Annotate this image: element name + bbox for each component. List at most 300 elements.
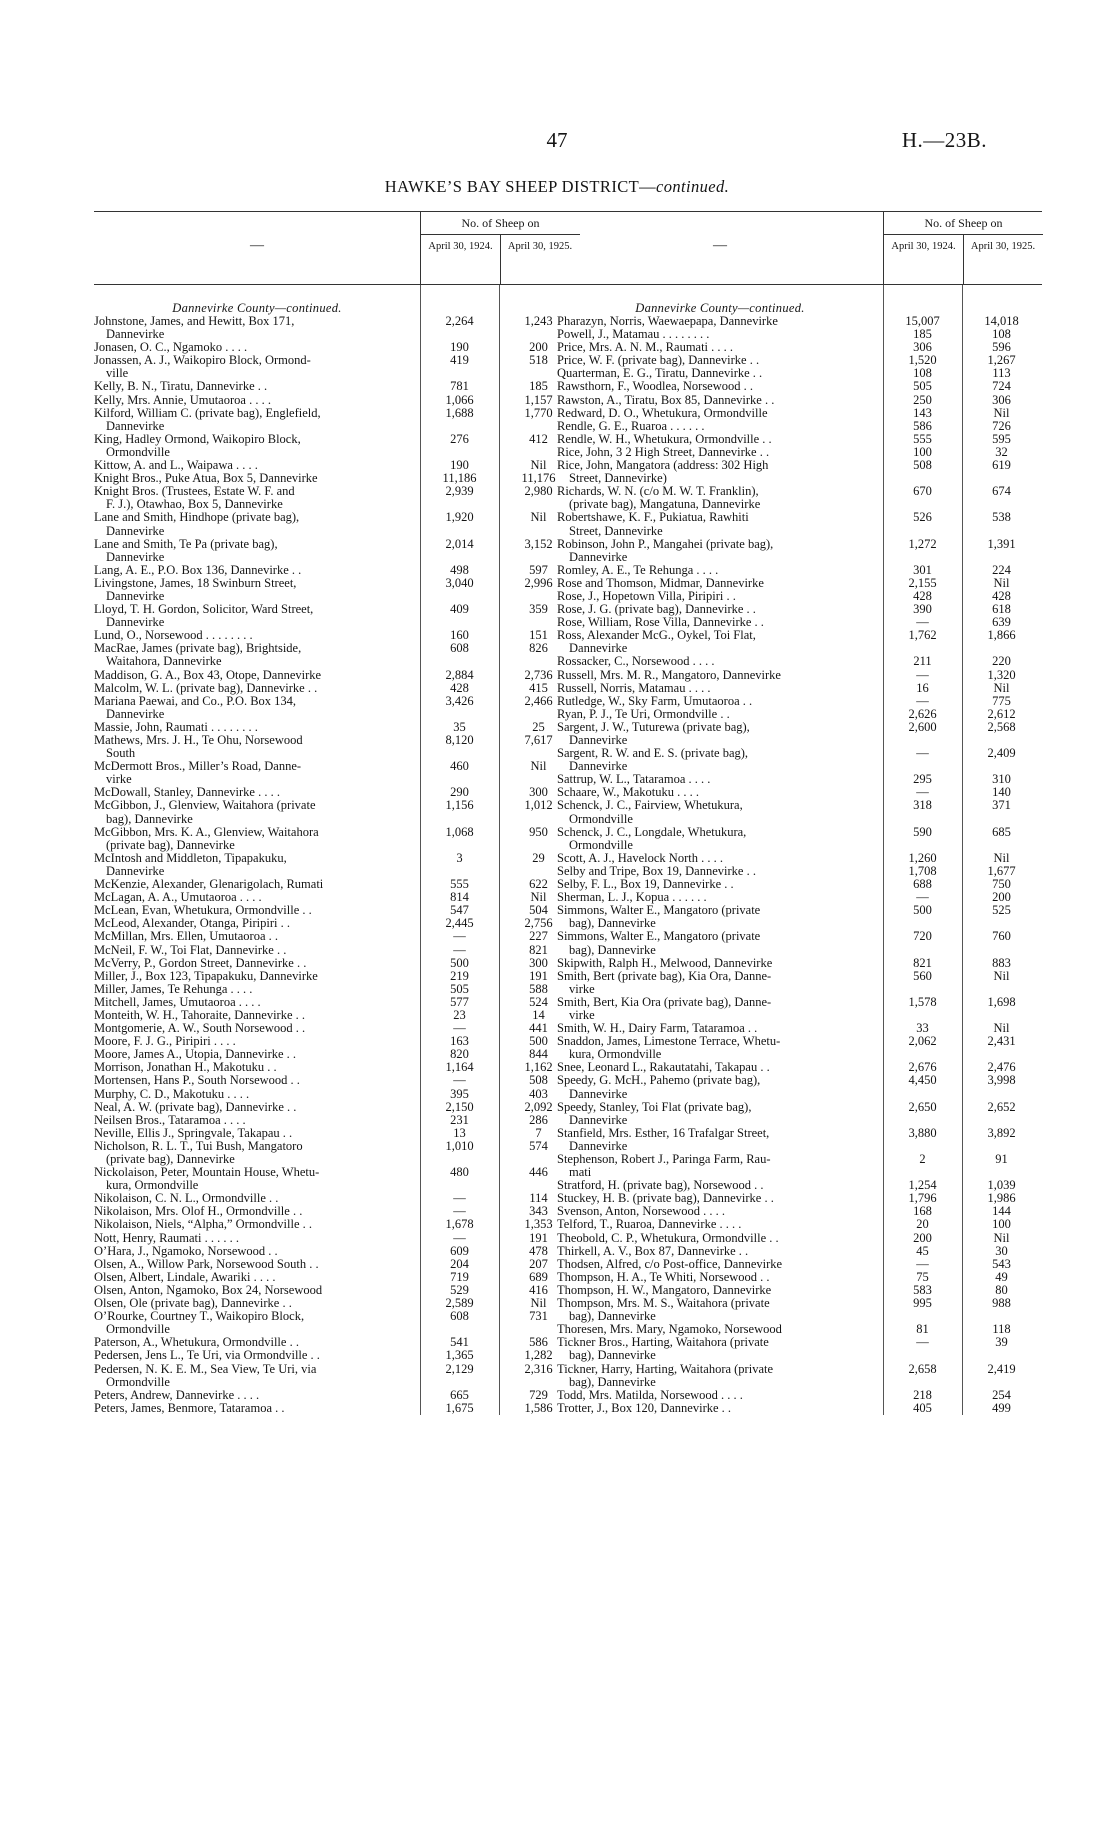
holder-name-line: Lang, A. E., P.O. Box 136, Dannevirke . . <box>94 562 302 577</box>
holder-name-continuation: virke <box>569 981 595 996</box>
sheep-1924: 35 <box>453 719 466 734</box>
table-body <box>557 285 1042 1415</box>
sheep-1925: Nil <box>993 1230 1010 1245</box>
sheep-1925: 310 <box>992 772 1011 787</box>
table-row <box>94 577 579 603</box>
sheep-1925: 731 <box>529 1309 548 1324</box>
holder-name <box>94 407 420 433</box>
sheep-1924: 2,650 <box>908 1099 937 1114</box>
sheep-1924: 1,365 <box>445 1348 474 1363</box>
sheep-1925: 2,466 <box>524 693 553 708</box>
sheep-1924: 2,884 <box>445 667 474 682</box>
holder-name-line: McVerry, P., Gordon Street, Dannevirke . . <box>94 955 307 970</box>
sheep-1924: 1,578 <box>908 994 937 1009</box>
sheep-1925: 685 <box>992 824 1011 839</box>
holder-name-continuation: Dannevirke <box>106 523 165 538</box>
holder-name-line: Olsen, Anton, Ngamoko, Box 24, Norsewood <box>94 1282 323 1297</box>
holder-name-line: Rose and Thomson, Midmar, Dannevirke <box>557 575 764 590</box>
holder-name-line: Scott, A. J., Havelock North . . . . <box>557 850 723 865</box>
sheep-1925: Nil <box>530 458 547 473</box>
holder-name-continuation: Ormondville <box>106 1374 170 1389</box>
holder-name <box>557 1035 883 1061</box>
table-row <box>94 1310 579 1336</box>
holder-name-continuation: Dannevirke <box>569 641 628 656</box>
sheep-1924: 405 <box>913 1400 932 1415</box>
sheep-1925: 525 <box>992 903 1011 918</box>
table-row <box>94 1166 579 1192</box>
sheep-1924: — <box>453 929 466 944</box>
holder-name-continuation: virke <box>569 1007 595 1022</box>
header-col-1924: April 30, 1924. <box>428 241 493 252</box>
holder-name-line: Telford, T., Ruaroa, Dannevirke . . . . <box>557 1217 742 1232</box>
sheep-1924: — <box>916 1335 929 1350</box>
sheep-1924: 2,589 <box>445 1296 474 1311</box>
sheep-1925: Nil <box>993 405 1010 420</box>
sheep-1925: Nil <box>530 759 547 774</box>
sheep-1924: 2,062 <box>908 1034 937 1049</box>
holder-name-line: Nikolaison, Mrs. Olof H., Ormondville . . <box>94 1204 303 1219</box>
sheep-1925: 1,039 <box>987 1178 1016 1193</box>
sheep-1924: — <box>916 746 929 761</box>
holder-name-line: Monteith, W. H., Tahoraite, Dannevirke . . <box>94 1007 306 1022</box>
table-row <box>94 407 579 433</box>
sheep-1924: 1,520 <box>908 353 937 368</box>
holder-name-continuation: mati <box>569 1165 592 1180</box>
left-table <box>94 211 579 1415</box>
table-row <box>557 930 1042 956</box>
sheep-1925: 478 <box>529 1243 548 1258</box>
sheep-1924: 108 <box>913 366 932 381</box>
holder-name-line: Jonasen, O. C., Ngamoko . . . . <box>94 340 248 355</box>
holder-name-line: Peters, James, Benmore, Tataramoa . . <box>94 1400 285 1415</box>
holder-name-line: Skipwith, Ralph H., Melwood, Dannevirke <box>557 955 773 970</box>
holder-name <box>94 1402 420 1415</box>
holder-name-line: Pharazyn, Norris, Waewaepapa, Dannevirke <box>557 314 778 328</box>
sheep-1925: 32 <box>995 444 1008 459</box>
holder-name-line: Ryan, P. J., Te Uri, Ormondville . . <box>557 706 730 721</box>
sheep-1925: Nil <box>993 850 1010 865</box>
table-row <box>94 538 579 564</box>
holder-name-line: Robertshawe, K. F., Pukiatua, Rawhiti <box>557 510 749 525</box>
holder-name <box>557 904 883 930</box>
sheep-1924: 13 <box>453 1125 466 1140</box>
holder-name-line: Thompson, H. W., Mangatoro, Dannevirke <box>557 1282 772 1297</box>
holder-name-continuation: Ormondville <box>569 811 633 826</box>
sheep-1924: 23 <box>453 1007 466 1022</box>
sheep-1925: 674 <box>992 484 1011 499</box>
holder-name-line: Tickner Bros., Harting, Waitahora (private <box>557 1335 769 1350</box>
sheep-1925: 428 <box>992 588 1011 603</box>
sheep-1924: 2,626 <box>908 706 937 721</box>
title-text: HAWKE’S BAY SHEEP DISTRICT— <box>384 177 656 196</box>
holder-name-line: Tickner, Harry, Harting, Waitahora (private <box>557 1361 774 1376</box>
sheep-1924: 608 <box>450 1309 469 1324</box>
sheep-1925: Nil <box>993 680 1010 695</box>
sheep-1925: 1,162 <box>524 1060 553 1075</box>
holder-name-line: Schenck, J. C., Longdale, Whetukura, <box>557 824 747 839</box>
sheep-1925: 371 <box>992 798 1011 813</box>
sheep-1924: 2 <box>919 1152 926 1166</box>
sheep-1925: 724 <box>992 379 1011 394</box>
holder-name-line: Neal, A. W. (private bag), Dannevirke . . <box>94 1099 297 1114</box>
sheep-1924: 301 <box>913 562 932 577</box>
holder-name-continuation: South <box>106 746 136 761</box>
page-number: 47 <box>546 128 568 152</box>
sheep-1924: 586 <box>913 418 932 433</box>
sheep-1924: 555 <box>913 431 932 446</box>
sheep-1924: 2,658 <box>908 1361 937 1376</box>
sheep-1924: 1,164 <box>445 1060 474 1075</box>
holder-name-continuation: Ormondville <box>569 837 633 852</box>
holder-name-line: Rendle, W. H., Whetukura, Ormondville . . <box>557 431 772 446</box>
sheep-1924: 480 <box>450 1165 469 1180</box>
sheep-1925: 11,176 <box>521 471 556 486</box>
sheep-1925: 821 <box>529 942 548 957</box>
sheep-1924: 555 <box>450 877 469 892</box>
holder-name <box>557 721 883 747</box>
holder-name-line: Paterson, A., Whetukura, Ormondville . . <box>94 1335 299 1350</box>
sheep-1924: 306 <box>913 340 932 355</box>
holder-name-line: Rutledge, W., Sky Farm, Umutaoroa . . <box>557 693 753 708</box>
sheep-1924: 781 <box>450 379 469 394</box>
section-heading-text: Dannevirke County—continued. <box>635 301 805 315</box>
sheep-1925: 1,267 <box>987 353 1016 368</box>
table-row <box>557 629 1042 655</box>
sheep-1925: 689 <box>529 1269 548 1284</box>
sheep-1924: 688 <box>913 877 932 892</box>
holder-name-continuation: Waitahora, Dannevirke <box>106 654 222 669</box>
sheep-1924: — <box>916 615 929 630</box>
holder-name-continuation: Dannevirke <box>569 733 628 747</box>
sheep-1925: 500 <box>529 1034 548 1049</box>
holder-name-line: McMillan, Mrs. Ellen, Umutaoroa . . <box>94 929 278 944</box>
sheep-1924: 428 <box>913 588 932 603</box>
holder-name-line: Speedy, G. McH., Pahemo (private bag), <box>557 1073 761 1088</box>
sheep-1925: 403 <box>529 1086 548 1101</box>
holder-name-continuation: Dannevirke <box>106 863 165 878</box>
holder-name-line: Powell, J., Matamau . . . . . . . . <box>557 327 710 342</box>
table-row <box>94 354 579 380</box>
sheep-1925: 200 <box>529 340 548 355</box>
holder-name-line: Nicholson, R. L. T., Tui Bush, Mangatoro <box>94 1138 303 1153</box>
sheep-1924: 547 <box>450 903 469 918</box>
holder-name-line: McLean, Evan, Whetukura, Ormondville . . <box>94 903 312 918</box>
holder-name-line: MacRae, James (private bag), Brightside, <box>94 641 302 656</box>
sheep-1925: 3,152 <box>524 536 553 551</box>
sheep-1924: 295 <box>913 772 932 787</box>
sheep-1925: 151 <box>529 628 548 643</box>
holder-name <box>557 1153 883 1179</box>
holder-name <box>94 734 420 760</box>
sheep-1924: 168 <box>913 1204 932 1219</box>
sheep-1924: 1,688 <box>445 405 474 420</box>
sheep-1925: 988 <box>992 1296 1011 1311</box>
sheep-1924: 419 <box>450 353 469 368</box>
table-row <box>94 799 579 825</box>
holder-name-continuation: Dannevirke <box>106 588 165 603</box>
holder-name-line: Russell, Mrs. M. R., Mangatoro, Dannevirke <box>557 667 781 682</box>
holder-name-line: McGibbon, Mrs. K. A., Glenview, Waitahora <box>94 824 319 839</box>
sheep-1924: 583 <box>913 1282 932 1297</box>
sheep-1924: 1,260 <box>908 850 937 865</box>
right-table <box>557 211 1042 1415</box>
sheep-1924: 390 <box>913 602 932 617</box>
table-row <box>557 1127 1042 1153</box>
sheep-1924: 526 <box>913 510 932 525</box>
holder-name-line: Smith, Bert (private bag), Kia Ora, Danne- <box>557 968 772 983</box>
holder-name-line: Maddison, G. A., Box 43, Otope, Dannevirke <box>94 667 322 682</box>
table-row <box>557 538 1042 564</box>
holder-name <box>94 1310 420 1336</box>
sheep-1924: 995 <box>913 1296 932 1311</box>
holder-name-line: Knight Bros., Puke Atua, Box 5, Dannevirke <box>94 471 318 486</box>
sheep-1925: 7,617 <box>524 733 553 747</box>
sheep-1924: 2,150 <box>445 1099 474 1114</box>
holder-name-line: McIntosh and Middleton, Tipapakuku, <box>94 850 287 865</box>
holder-name-line: Mitchell, James, Umutaoroa . . . . <box>94 994 261 1009</box>
sheep-1925: 144 <box>992 1204 1011 1219</box>
holder-name <box>557 826 883 852</box>
sheep-1925: 2,476 <box>987 1060 1016 1075</box>
holder-name-continuation: Dannevirke <box>106 549 165 564</box>
holder-name-continuation: Dannevirke <box>106 418 165 433</box>
section-heading-text: Dannevirke County—continued. <box>172 301 342 315</box>
table-row <box>557 721 1042 747</box>
holder-name <box>557 511 883 537</box>
holder-name-line: Speedy, Stanley, Toi Flat (private bag), <box>557 1099 752 1114</box>
holder-name <box>94 354 420 380</box>
sheep-1925: 300 <box>529 955 548 970</box>
holder-name-line: Murphy, C. D., Makotuku . . . . <box>94 1086 250 1101</box>
sheep-1924: 163 <box>450 1034 469 1049</box>
holder-name <box>557 1336 883 1362</box>
sheep-1924: — <box>453 1230 466 1245</box>
holder-name-continuation: bag), Dannevirke <box>569 916 656 931</box>
table-row <box>94 603 579 629</box>
sheep-1925: 622 <box>529 877 548 892</box>
table-row <box>94 315 579 341</box>
sheep-1924: — <box>453 1191 466 1206</box>
header-sheep-group <box>420 212 580 284</box>
holder-name-line: McDowall, Stanley, Dannevirke . . . . <box>94 785 280 800</box>
table-row <box>557 459 1042 485</box>
holder-name-continuation: Dannevirke <box>106 615 165 630</box>
sheep-1924: 1,272 <box>908 536 937 551</box>
holder-name-line: Stephenson, Robert J., Paringa Farm, Rau- <box>557 1152 771 1166</box>
holder-name-line: Olsen, A., Willow Park, Norsewood South . . <box>94 1256 319 1271</box>
holder-name-line: Quarterman, E. G., Tiratu, Dannevirke . . <box>557 366 763 381</box>
holder-name-line: Nickolaison, Peter, Mountain House, Whetu- <box>94 1165 320 1180</box>
table-row <box>557 747 1042 773</box>
holder-name-line: Mathews, Mrs. J. H., Te Ohu, Norsewood <box>94 733 303 747</box>
sheep-1924: — <box>453 1204 466 1219</box>
sheep-1925: 114 <box>529 1191 548 1206</box>
holder-name-line: Knight Bros. (Trustees, Estate W. F. and <box>94 484 295 499</box>
holder-name-line: Sattrup, W. L., Tataramoa . . . . <box>557 772 711 787</box>
sheep-1924: 395 <box>450 1086 469 1101</box>
sheep-1924: 2,129 <box>445 1361 474 1376</box>
sheep-1924: 409 <box>450 602 469 617</box>
holder-name-continuation: F. J.), Otawhao, Box 5, Dannevirke <box>106 497 283 512</box>
holder-name-continuation: Street, Dannevirke) <box>569 471 667 486</box>
holder-name <box>94 538 420 564</box>
sheep-1925: Nil <box>530 510 547 525</box>
sheep-1924: 2,155 <box>908 575 937 590</box>
holder-name <box>557 747 883 773</box>
holder-name-line: Price, Mrs. A. N. M., Raumati . . . . <box>557 340 734 355</box>
sheep-1924: 318 <box>913 798 932 813</box>
holder-name-line: Lloyd, T. H. Gordon, Solicitor, Ward Street, <box>94 602 314 617</box>
sheep-1925: 595 <box>992 431 1011 446</box>
column-rule <box>883 285 884 1415</box>
holder-name-line: Price, W. F. (private bag), Dannevirke . . <box>557 353 760 368</box>
header-col-1924: April 30, 1924. <box>891 241 956 252</box>
sheep-1925: 1,391 <box>987 536 1016 551</box>
sheep-1925: 619 <box>992 458 1011 473</box>
holder-name-line: Rawston, A., Tiratu, Box 85, Dannevirke . . <box>557 392 775 407</box>
sheep-1925: 359 <box>529 602 548 617</box>
sheep-1925: Nil <box>530 890 547 905</box>
holder-name-line: Schaare, W., Makotuku . . . . <box>557 785 699 800</box>
sheep-1924: — <box>453 1021 466 1036</box>
holder-name-line: O’Rourke, Courtney T., Waikopiro Block, <box>94 1309 305 1324</box>
holder-name-line: Simmons, Walter E., Mangatoro (private <box>557 903 761 918</box>
table-row <box>94 1402 579 1415</box>
holder-name-line: McNeil, F. W., Toi Flat, Dannevirke . . <box>94 942 287 957</box>
holder-name-line: McLagan, A. A., Umutaoroa . . . . <box>94 890 262 905</box>
sheep-1925: 306 <box>992 392 1011 407</box>
sheep-1924: 190 <box>450 340 469 355</box>
table-row <box>557 1101 1042 1127</box>
table-header <box>94 211 579 285</box>
holder-name-line: Peters, Andrew, Dannevirke . . . . <box>94 1387 260 1402</box>
sheep-1925: 844 <box>529 1047 548 1062</box>
holder-name-continuation: kura, Ormondville <box>106 1178 199 1193</box>
sheep-1925: 726 <box>992 418 1011 433</box>
sheep-1925: 1,353 <box>524 1217 553 1232</box>
sheep-1924: 529 <box>450 1282 469 1297</box>
sheep-1924: 2,676 <box>908 1060 937 1075</box>
holder-name-line: Rendle, G. E., Ruaroa . . . . . . <box>557 418 705 433</box>
sheep-1925: 499 <box>992 1400 1011 1415</box>
sheep-1925: 524 <box>529 994 548 1009</box>
sheep-1924: 500 <box>913 903 932 918</box>
sheep-1924: 200 <box>913 1230 932 1245</box>
holder-name-line: Nott, Henry, Raumati . . . . . . <box>94 1230 240 1245</box>
sheep-1925: 227 <box>529 929 548 944</box>
sheep-1925: 538 <box>992 510 1011 525</box>
holder-name-line: Mariana Paewai, and Co., P.O. Box 134, <box>94 693 297 708</box>
holder-name-line: Sargent, J. W., Tuturewa (private bag), <box>557 719 750 734</box>
holder-name-line: Miller, James, Te Rehunga . . . . <box>94 981 253 996</box>
holder-name-continuation: Dannevirke <box>569 549 628 564</box>
sheep-1925: 113 <box>992 366 1011 381</box>
section-heading <box>94 285 420 315</box>
sheep-1924: 290 <box>450 785 469 800</box>
sheep-1924: 665 <box>450 1387 469 1402</box>
table-row <box>94 760 579 786</box>
sheep-1924: 590 <box>913 824 932 839</box>
sheep-1924: 3,426 <box>445 693 474 708</box>
holder-name-line: Romley, A. E., Te Rehunga . . . . <box>557 562 719 577</box>
sheep-1924: 204 <box>450 1256 469 1271</box>
holder-name-line: Ross, Alexander McG., Oykel, Toi Flat, <box>557 628 756 643</box>
holder-name <box>94 1140 420 1166</box>
sheep-1924: 1,156 <box>445 798 474 813</box>
sheep-1924: 15,007 <box>905 314 940 328</box>
holder-name-line: Rice, John, 3 2 High Street, Dannevirke . . <box>557 444 770 459</box>
sheep-1925: 80 <box>995 1282 1008 1297</box>
holder-name-line: Kittow, A. and L., Waipawa . . . . <box>94 458 258 473</box>
sheep-1925: 597 <box>529 562 548 577</box>
table-row <box>94 826 579 852</box>
holder-name <box>94 315 420 341</box>
sheep-1925: Nil <box>993 968 1010 983</box>
table-row <box>557 1035 1042 1061</box>
holder-name-continuation: Street, Dannevirke <box>569 523 663 538</box>
holder-name-line: Montgomerie, A. W., South Norsewood . . <box>94 1021 306 1036</box>
sheep-1924: 143 <box>913 405 932 420</box>
holder-name-line: Thodsen, Alfred, c/o Post-office, Dannevirke <box>557 1256 783 1271</box>
sheep-1925: 191 <box>529 968 548 983</box>
holder-name-continuation: bag), Dannevirke <box>569 1374 656 1389</box>
sheep-1925: 286 <box>529 1112 548 1127</box>
sheep-1924: 1,796 <box>908 1191 937 1206</box>
sheep-1924: — <box>916 890 929 905</box>
sheep-1924: 250 <box>913 392 932 407</box>
holder-name-continuation: Ormondville <box>106 1322 170 1337</box>
sheep-1924: 1,010 <box>445 1138 474 1153</box>
holder-name-line: Nikolaison, C. N. L., Ormondville . . <box>94 1191 279 1206</box>
holder-name-line: Svenson, Anton, Norsewood . . . . <box>557 1204 726 1219</box>
sheep-1924: 508 <box>913 458 932 473</box>
holder-name-line: McLeod, Alexander, Otanga, Piripiri . . <box>94 916 290 931</box>
sheep-1925: 29 <box>532 850 545 865</box>
sheep-1924: 670 <box>913 484 932 499</box>
sheep-1925: 518 <box>529 353 548 368</box>
holder-name-line: Russell, Norris, Matamau . . . . <box>557 680 711 695</box>
holder-name-continuation: bag), Dannevirke <box>569 1348 656 1363</box>
holder-name-line: Redward, D. O., Whetukura, Ormondville <box>557 405 768 420</box>
header-col-1925: April 30, 1925. <box>963 235 1042 284</box>
holder-name-line: Rose, J. G. (private bag), Dannevirke . . <box>557 602 756 617</box>
sheep-1925: Nil <box>530 1296 547 1311</box>
holder-name-line: Morrison, Jonathan H., Makotuku . . <box>94 1060 277 1075</box>
sheep-1925: 729 <box>529 1387 548 1402</box>
sheep-1925: 416 <box>529 1282 548 1297</box>
sheep-1924: 1,068 <box>445 824 474 839</box>
sheep-1925: 883 <box>992 955 1011 970</box>
sheep-1924: 500 <box>450 955 469 970</box>
holder-name <box>94 603 420 629</box>
sheep-1925: 14 <box>532 1007 545 1022</box>
table-row <box>557 1363 1042 1389</box>
sheep-1924: — <box>916 693 929 708</box>
holder-name-continuation: (private bag), Mangatuna, Dannevirke <box>569 497 761 512</box>
sheep-1924: 1,066 <box>445 392 474 407</box>
holder-name <box>94 1363 420 1389</box>
sheep-1925: 2,736 <box>524 667 553 682</box>
sheep-1925: 30 <box>995 1243 1008 1258</box>
sheep-1925: 1,866 <box>987 628 1016 643</box>
holder-name-line: Smith, W. H., Dairy Farm, Tataramoa . . <box>557 1021 758 1036</box>
holder-name-line: Stratford, H. (private bag), Norsewood . . <box>557 1178 764 1193</box>
holder-name-continuation: Dannevirke <box>569 1086 628 1101</box>
sheep-1924: 821 <box>913 955 932 970</box>
table-row <box>94 695 579 721</box>
holder-name <box>94 642 420 668</box>
holder-name-continuation: ville <box>106 366 129 381</box>
